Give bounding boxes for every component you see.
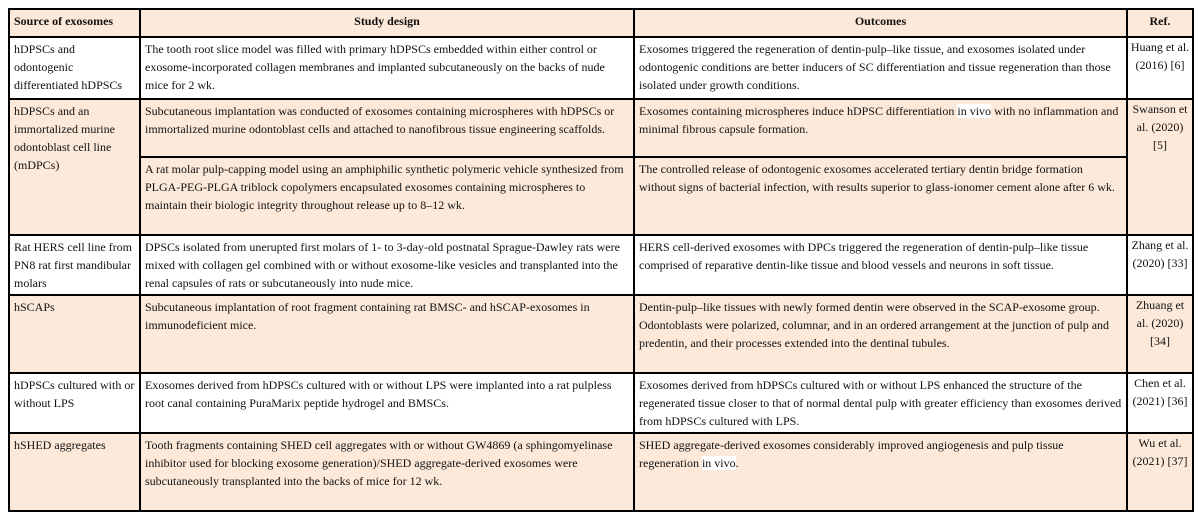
cell-study-design: The tooth root slice model was filled with primary hDPSCs embedded within either control or exosome-incorporated collagen membranes and implanted subcutaneously on the backs of nude mice for 2 wk. [140,37,634,99]
table-row [9,373,1193,433]
table-container [8,8,1194,512]
outcome-text: with no inflammation and minimal fibrous capsule formation. [639,104,1119,136]
cell-outcome [634,433,1127,511]
cell-ref: Zhang et al. (2020) [33] [1127,235,1193,295]
exosome-studies-table [8,8,1194,512]
cell-source: hDPSCs and an immortalized murine odontoblast cell line (mDPCs) [9,99,140,235]
cell-outcome: HERS cell-derived exosomes with DPCs triggered the regeneration of dentin-pulp–like tissue comprised of reparative dentin-like tissue and blood vessels and neurons in soft tissue. [634,235,1127,295]
header-source: Source of exosomes [9,9,140,37]
cell-study-design: Tooth fragments containing SHED cell aggregates with or without GW4869 (a sphingomyelinase inhibitor used for blocking exosome generation)/SHED aggregate-derived exosomes were subcutaneously transplanted into the backs of mice for 12 wk. [140,433,634,511]
cell-outcome: Exosomes triggered the regeneration of dentin-pulp–like tissue, and exosomes isolated under odontogenic conditions are better inducers of SC differentiation and tissue regeneration than those isolated under growth conditions. [634,37,1127,99]
in-vivo-highlight: in vivo [957,104,992,118]
outcome-text: . [735,456,739,470]
cell-ref: Huang et al. (2016) [6] [1127,37,1193,99]
cell-source: Rat HERS cell line from PN8 rat first mandibular molars [9,235,140,295]
cell-outcome [634,99,1127,157]
header-outcomes: Outcomes [634,9,1127,37]
cell-outcome: The controlled release of odontogenic exosomes accelerated tertiary dentin bridge formation without signs of bacterial infection, with results superior to glass-ionomer cement alone after 6 wk. [634,157,1127,235]
cell-source: hDPSCs cultured with or without LPS [9,373,140,433]
cell-ref: Swanson et al. (2020) [5] [1127,99,1193,235]
cell-study-design: A rat molar pulp-capping model using an amphiphilic synthetic polymeric vehicle synthesized from PLGA-PEG-PLGA triblock copolymers encapsulated exosomes containing microspheres to maintain their biologic integrity throughout release up to 8–12 wk. [140,157,634,235]
table-row [9,295,1193,373]
table-row [9,99,1193,157]
header-study-design: Study design [140,9,634,37]
cell-ref: Chen et al. (2021) [36] [1127,373,1193,433]
cell-ref: Zhuang et al. (2020) [34] [1127,295,1193,373]
table-row [9,157,1193,235]
outcome-text: Exosomes containing microspheres induce hDPSC differentiation [639,104,958,118]
table-row [9,37,1193,99]
header-ref: Ref. [1127,9,1193,37]
outcome-text: SHED aggregate-derived exosomes considerably improved angiogenesis and pulp tissue regeneration [639,438,1064,470]
table-row [9,235,1193,295]
cell-study-design: Subcutaneous implantation of root fragment containing rat BMSC- and hSCAP-exosomes in immunodeficient mice. [140,295,634,373]
cell-source: hDPSCs and odontogenic differentiated hDPSCs [9,37,140,99]
cell-study-design: DPSCs isolated from unerupted first molars of 1- to 3-day-old postnatal Sprague-Dawley rats were mixed with collagen gel combined with or without exosome-like vesicles and transplanted into the renal capsules of rats or subcutaneously into nude mice. [140,235,634,295]
cell-source: hSCAPs [9,295,140,373]
cell-study-design: Subcutaneous implantation was conducted of exosomes containing microspheres with hDPSCs or immortalized murine odontoblast cells and attached to nanofibrous tissue engineering scaffolds. [140,99,634,157]
cell-outcome: Dentin-pulp–like tissues with newly formed dentin were observed in the SCAP-exosome group. Odontoblasts were polarized, columnar, and in an ordered arrangement at the junction of pulp and predentin, and their processes extended into the dentinal tubules. [634,295,1127,373]
cell-outcome: Exosomes derived from hDPSCs cultured with or without LPS enhanced the structure of the regenerated tissue closer to that of normal dental pulp with greater efficiency than exosomes derived from hDPSCs cultured with LPS. [634,373,1127,433]
in-vivo-highlight: in vivo [701,456,736,470]
cell-study-design: Exosomes derived from hDPSCs cultured with or without LPS were implanted into a rat pulpless root canal containing PuraMarix peptide hydrogel and BMSCs. [140,373,634,433]
table-header-row [9,9,1193,37]
table-row [9,433,1193,511]
cell-ref: Wu et al. (2021) [37] [1127,433,1193,511]
cell-source: hSHED aggregates [9,433,140,511]
